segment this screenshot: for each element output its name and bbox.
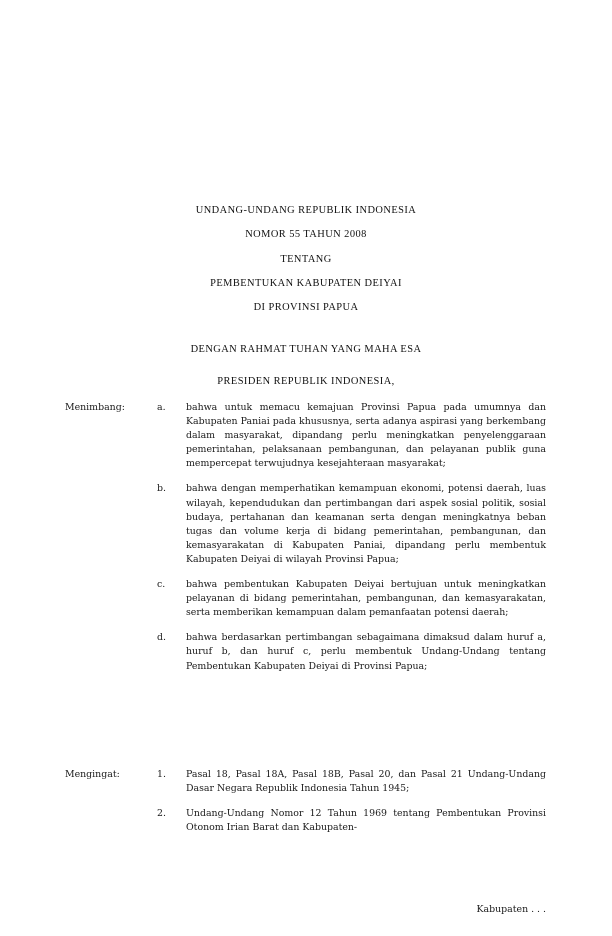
enacting-formula-block bbox=[66, 334, 546, 398]
clause-row bbox=[0, 768, 612, 796]
enacting-line-rahmat: DENGAN RAHMAT TUHAN YANG MAHA ESA bbox=[190, 344, 422, 355]
mengingat-section bbox=[0, 768, 612, 835]
title-line-number-year: NOMOR 55 TAHUN 2008 bbox=[245, 229, 367, 241]
clause-row bbox=[0, 401, 612, 471]
menimbang-label: Menimbang: bbox=[65, 402, 125, 413]
document-title-block bbox=[66, 199, 546, 320]
mengingat-label: Mengingat: bbox=[65, 769, 120, 780]
clause-text-2: Undang-Undang Nomor 12 Tahun 1969 tentang Pembentukan Provinsi Otonom Irian Barat dan Kabupaten- bbox=[186, 808, 546, 834]
clause-marker-c: c. bbox=[157, 579, 166, 591]
clause-text-b: bahwa dengan memperhatikan kemampuan ekonomi, potensi daerah, luas wilayah, kependudukan dan pertimbangan dari aspek sosial politik, sosial budaya, pertahanan dan keamanan serta dengan meningkatnya beban tugas dan volume kerja di bidang pemerintahan, pembangunan, dan kemasyarakatan di Kabupaten Paniai, dipandang perlu membentuk Kabupaten Deiyai di wilayah Provinsi Papua; bbox=[186, 483, 546, 565]
menimbang-section bbox=[0, 401, 612, 674]
title-line-act-name: UNDANG-UNDANG REPUBLIK INDONESIA bbox=[195, 205, 417, 216]
clause-text-c: bahwa pembentukan Kabupaten Deiyai bertujuan untuk meningkatkan pelayanan di bidang pemerintahan, pembangunan, dan kemasyarakatan, serta memberikan kemampuan dalam pemanfaatan potensi daerah; bbox=[186, 579, 546, 619]
title-line-province: DI PROVINSI PAPUA bbox=[253, 302, 359, 314]
title-line-tentang: TENTANG bbox=[280, 253, 332, 265]
clause-row bbox=[0, 482, 612, 567]
clause-marker-a: a. bbox=[157, 402, 166, 413]
clause-marker-1: 1. bbox=[157, 769, 166, 780]
clause-row bbox=[0, 807, 612, 835]
clause-text-a: bahwa untuk memacu kemajuan Provinsi Papua pada umumnya dan Kabupaten Paniai pada khususnya, serta adanya aspirasi yang berkembang dalam masyarakat, dipandang perlu meningkatkan penyelenggaraan pemerintahan, pelaksanaan pembangunan, dan pelayanan publik guna mempercepat terwujudnya kesejahteraan masyarakat; bbox=[186, 402, 546, 470]
page-catchword: Kabupaten . . . bbox=[476, 904, 546, 915]
title-line-subject: PEMBENTUKAN KABUPATEN DEIYAI bbox=[210, 277, 402, 289]
clause-text-1: Pasal 18, Pasal 18A, Pasal 18B, Pasal 20, dan Pasal 21 Undang-Undang Dasar Negara Republik Indonesia Tahun 1945; bbox=[186, 769, 546, 795]
clause-marker-d: d. bbox=[157, 632, 166, 644]
clause-text-d: bahwa berdasarkan pertimbangan sebagaimana dimaksud dalam huruf a, huruf b, dan huruf c, perlu membentuk Undang-Undang tentang Pembentukan Kabupaten Deiyai di Provinsi Papua; bbox=[186, 632, 546, 672]
clause-row bbox=[0, 631, 612, 673]
enacting-line-presiden: PRESIDEN REPUBLIK INDONESIA, bbox=[217, 376, 395, 387]
clause-row bbox=[0, 578, 612, 620]
clause-marker-b: b. bbox=[157, 483, 166, 495]
clause-marker-2: 2. bbox=[157, 808, 166, 820]
